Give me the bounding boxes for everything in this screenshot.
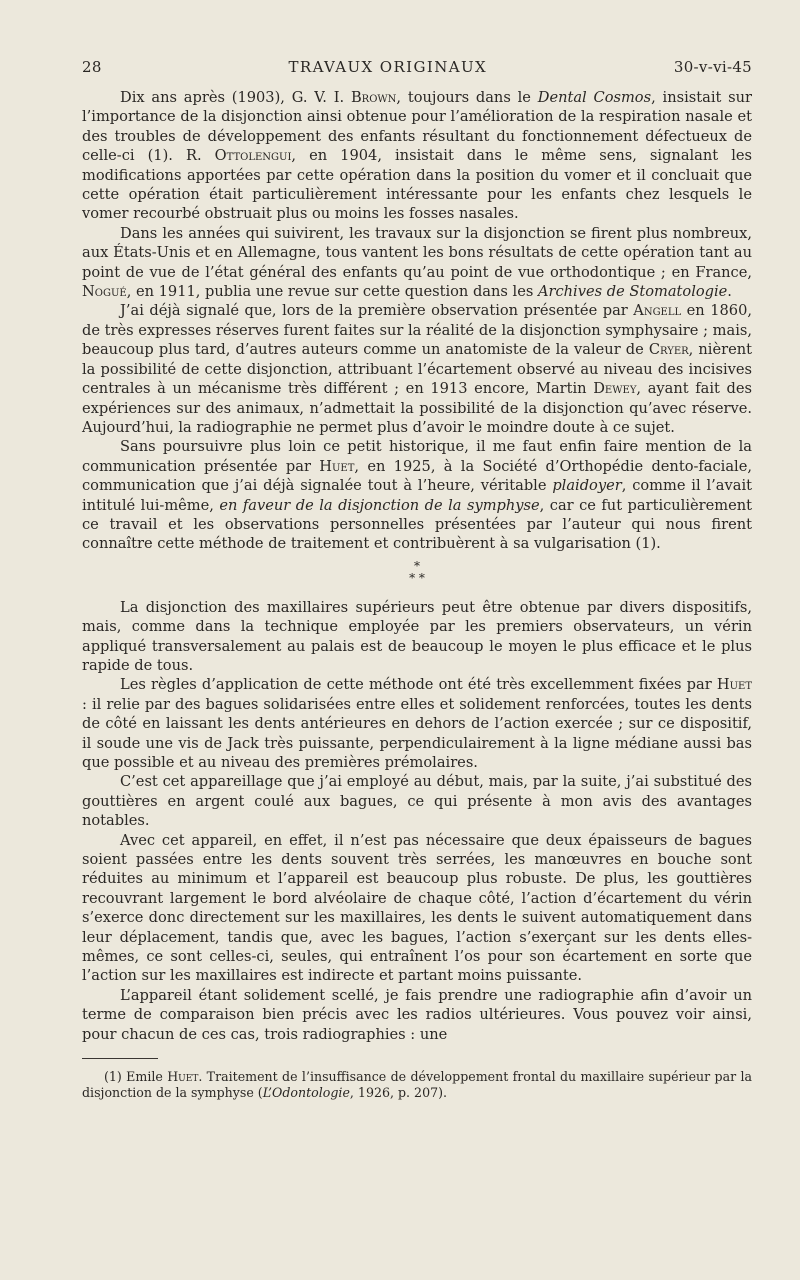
text-run: Dix ans après (1903), G. V. I. bbox=[120, 89, 351, 106]
journal-section-title: TRAVAUX ORIGINAUX bbox=[288, 58, 488, 76]
section-asterism bbox=[82, 560, 752, 584]
paragraph-3 bbox=[82, 301, 752, 437]
paragraph-5 bbox=[82, 598, 752, 676]
emphasis-text: plaidoyer bbox=[552, 477, 622, 495]
text-run: Dans les années qui suivirent, les travaux sur la disjonction se firent plus nombreux, aux États-Unis et en Allemagne, tous vantent les bons résultats de cette opération tant au point de vue de l’état général des enfants qu’au point de vue orthodontique ; en France, bbox=[82, 224, 752, 281]
author-name: Huet bbox=[167, 1069, 199, 1085]
text-run: en 1860, de très expresses réserves furent faites sur la réalité de la disjonction symphysaire ; mais, beaucoup plus tard, d’autres auteurs comme un anatomiste de la valeur de bbox=[82, 302, 753, 359]
author-name: Huet bbox=[716, 676, 752, 694]
author-name: Ottolengui bbox=[214, 147, 292, 165]
text-run: . Traitement de l’insuffisance de développement frontal du maxillaire supérieur par la disjonction de la symphyse ( bbox=[82, 1069, 752, 1101]
journal-title: L’Odontologie bbox=[262, 1085, 350, 1101]
paragraph-1 bbox=[82, 88, 752, 224]
footnote-divider bbox=[82, 1058, 158, 1059]
journal-title: Dental Cosmos bbox=[537, 89, 652, 106]
paragraph-6 bbox=[82, 675, 752, 772]
author-name: Nogué bbox=[82, 283, 127, 301]
text-run: , 1926, p. 207). bbox=[349, 1085, 448, 1101]
text-run: , en 1925, à la Société d’Orthopédie dento-faciale, communication que j’ai déjà signalée tout à l’heure, véritable bbox=[82, 457, 752, 495]
text-run: , comme il l’avait intitulé lui-même, bbox=[82, 477, 752, 514]
emphasis-text: en faveur de la disjonction de la symphyse bbox=[219, 496, 540, 514]
paragraph-2 bbox=[82, 224, 752, 302]
author-name: Brown bbox=[350, 89, 397, 106]
text-run: , insistait sur l’importance de la disjonction ainsi obtenue pour l’amélioration de la respiration nasale et des troubles de développement des enfants résultant du fonctionnement défectueux de celle-ci (1). R. bbox=[82, 89, 753, 165]
text-run: , en 1911, publia une revue sur cette question dans les bbox=[126, 283, 538, 301]
paragraph-8 bbox=[82, 831, 752, 986]
author-name: Angell bbox=[633, 302, 682, 320]
running-head bbox=[82, 58, 752, 76]
footnote bbox=[82, 1069, 752, 1101]
text-run: C’est cet appareillage que j’ai employé au début, mais, par la suite, j’ai substitué des gouttières en argent coulé aux bagues, ce qui présente à mon avis des avantages notables. bbox=[82, 773, 752, 830]
author-name: Cryer bbox=[648, 341, 689, 359]
text-run: Sans poursuivre plus loin ce petit historique, il me faut enfin faire mention de la communication présentée par bbox=[82, 438, 752, 475]
text-run: La disjonction des maxillaires supérieurs peut être obtenue par divers dispositifs, mais, comme dans la technique employée par les premiers observateurs, un vérin appliqué transversalement au palais est de beaucoup le moyen le plus efficace et le plus rapide de tous. bbox=[82, 598, 752, 674]
asterism-top: * bbox=[414, 558, 420, 573]
text-run: , en 1904, insistait dans le même sens, signalant les modifications apportées par cette opération dans la position du vomer et il concluait que cette opération était particulièrement intéressante pour les enfants chez lesquels le vomer recourbé obstruait plus ou moins les fosses nasales. bbox=[82, 147, 752, 223]
issue-date: 30-v-vi-45 bbox=[673, 58, 752, 76]
text-run: L’appareil étant solidement scellé, je fais prendre une radiographie afin d’avoir un terme de comparaison bien précis avec les radios ultérieures. Vous pouvez voir ainsi, pour chacun de ces cas, trois radiographies : une bbox=[82, 986, 752, 1043]
author-name: Dewey bbox=[593, 380, 637, 398]
text-run: (1) Emile bbox=[104, 1069, 168, 1085]
paragraph-7 bbox=[82, 772, 752, 830]
text-run: Avec cet appareil, en effet, il n’est pas nécessaire que deux épaisseurs de bagues soient passées entre les dents souvent très serrées, les manœuvres en bouche sont réduites au minimum et l’appareil est beaucoup plus robuste. De plus, les gouttières recouvrant largement le bord alvéolaire de chaque côté, l’action d’écartement du vérin s’exerce donc directement sur les maxillaires, les dents le suivent automatiquement dans leur déplacement, tandis que, avec les bagues, l’action s’exerçant sur les dents elles-mêmes, ce sont celles-ci, seules, qui entraînent l’os pour son écartement en sorte que l’action sur les maxillaires est indirecte et partant moins puissante. bbox=[82, 831, 752, 985]
journal-title: Archives de Stomatologie bbox=[537, 283, 728, 301]
author-name: Huet bbox=[319, 457, 355, 475]
article-body bbox=[82, 88, 752, 1044]
asterism-bottom: * * bbox=[409, 570, 425, 585]
text-run: , car ce fut particulièrement ce travail et les observations personnelles présentées par l’auteur qui nous firent connaître cette méthode de traitement et contribuèrent à sa vulgarisation (1). bbox=[82, 496, 753, 553]
text-run: , nièrent la possibilité de cette disjonction, attribuant l’écartement observé au niveau des incisives centrales à un mécanisme très différent ; en 1913 encore, Martin bbox=[82, 341, 752, 398]
paragraph-9 bbox=[82, 986, 752, 1044]
paragraph-4 bbox=[82, 437, 752, 553]
text-run: , ayant fait des expériences sur des animaux, n’admettait la possibilité de la disjonction qu’avec réserve. Aujourd’hui, la radiographie ne permet plus d’avoir le moindre doute à ce sujet. bbox=[82, 380, 752, 436]
text-run: , toujours dans le bbox=[396, 89, 538, 106]
journal-page bbox=[82, 58, 752, 1101]
page-number: 28 bbox=[82, 58, 102, 76]
text-run: J’ai déjà signalé que, lors de la première observation présentée par bbox=[120, 302, 634, 320]
text-run: Les règles d’application de cette méthode ont été très excellemment fixées par bbox=[120, 676, 717, 694]
text-run: . bbox=[727, 283, 732, 301]
text-run: : il relie par des bagues solidarisées entre elles et solidement renforcées, toutes les dents de côté en laissant les dents antérieures en dehors de l’action exercée ; sur ce dispositif, il soude une vis de Jack très puissante, perpendiculairement à la ligne médiane aussi bas que possible et au niveau des premières prémolaires. bbox=[82, 695, 752, 771]
